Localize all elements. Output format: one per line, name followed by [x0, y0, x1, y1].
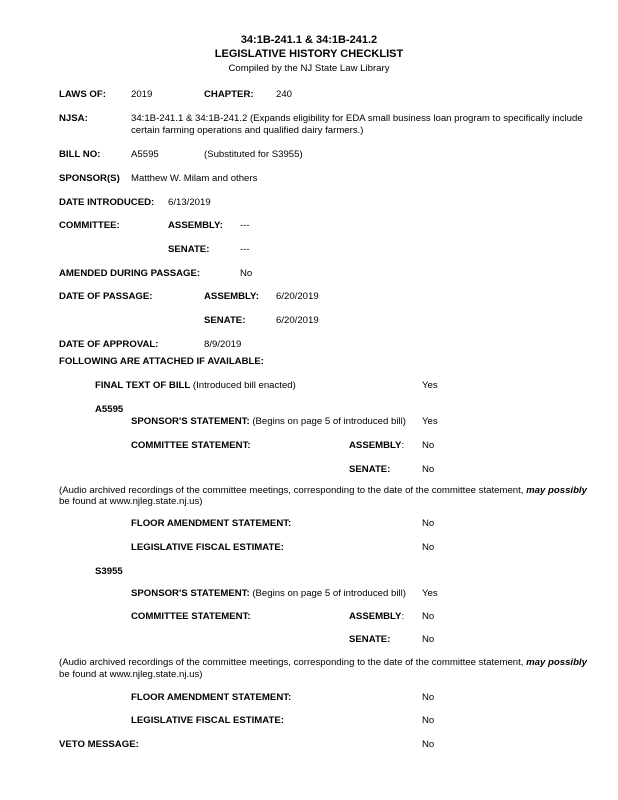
laws-of-label: LAWS OF: [59, 89, 106, 100]
s3955-assembly-colon: : [401, 611, 405, 622]
amended-label: AMENDED DURING PASSAGE: [59, 268, 201, 279]
chapter-value: 240 [276, 89, 293, 100]
compiled-by: Compiled by the NJ State Law Library [228, 63, 390, 74]
date-of-approval-label: DATE OF APPROVAL: [59, 339, 159, 350]
s3955-sponsor-stmt-value: Yes [422, 588, 438, 599]
committee-senate-label: SENATE: [168, 244, 210, 255]
laws-of-value: 2019 [131, 89, 153, 100]
a5595-assembly-colon: : [401, 440, 405, 451]
njsa-value-line1: 34:1B-241.1 & 34:1B-241.2 (Expands eligibility for EDA small business loan program to specifically include [131, 113, 583, 124]
document-title: 34:1B-241.1 & 34:1B-241.2 [240, 34, 378, 46]
committee-label: COMMITTEE: [59, 220, 120, 231]
s3955-fiscal-label: LEGISLATIVE FISCAL ESTIMATE: [131, 715, 284, 726]
s3955-fiscal-value: No [422, 715, 435, 726]
a5595-floor-value: No [422, 518, 435, 529]
s3955-bill-label: S3955 [95, 566, 123, 577]
s3955-senate-label: SENATE: [349, 634, 391, 645]
final-text-note: (Introduced bill enacted) [190, 380, 296, 391]
a5595-sponsor-stmt-value: Yes [422, 416, 438, 427]
a5595-floor-label: FLOOR AMENDMENT STATEMENT: [131, 518, 292, 529]
date-introduced-label: DATE INTRODUCED: [59, 197, 155, 208]
passage-senate-label: SENATE: [204, 315, 246, 326]
document-subtitle: LEGISLATIVE HISTORY CHECKLIST [214, 48, 404, 60]
s3955-sponsor-stmt-row [131, 588, 406, 600]
a5595-bill-label: A5595 [95, 404, 124, 415]
chapter-label: CHAPTER: [204, 89, 254, 100]
committee-senate-value: --- [240, 244, 250, 255]
final-text-value: Yes [422, 380, 438, 391]
date-introduced-value: 6/13/2019 [168, 197, 211, 208]
a5595-sponsor-stmt-label: SPONSOR'S STATEMENT: [131, 416, 250, 427]
njsa-value-line2: certain farming operations and qualified dairy farmers.) [131, 125, 364, 136]
a5595-audio-note-line2: be found at www.njleg.state.nj.us) [59, 496, 203, 507]
veto-value: No [422, 739, 435, 750]
bill-no-note: (Substituted for S3955) [204, 149, 303, 160]
s3955-audio-note-line1 [59, 657, 587, 669]
a5595-committee-stmt-label: COMMITTEE STATEMENT: [131, 440, 251, 451]
s3955-assembly-label: ASSEMBLY [349, 611, 402, 622]
final-text-label: FINAL TEXT OF BILL [95, 380, 191, 391]
sponsor-label: SPONSOR(S) [59, 173, 120, 184]
a5595-fiscal-label: LEGISLATIVE FISCAL ESTIMATE: [131, 542, 284, 553]
s3955-sponsor-stmt-label: SPONSOR'S STATEMENT: [131, 588, 250, 599]
s3955-sponsor-stmt-note: (Begins on page 5 of introduced bill) [249, 588, 406, 599]
committee-assembly-label: ASSEMBLY: [168, 220, 223, 231]
s3955-assembly-value: No [422, 611, 435, 622]
a5595-senate-value: No [422, 464, 435, 475]
a5595-sponsor-stmt-note: (Begins on page 5 of introduced bill) [249, 416, 406, 427]
passage-senate-value: 6/20/2019 [276, 315, 319, 326]
a5595-assembly-value: No [422, 440, 435, 451]
s3955-senate-value: No [422, 634, 435, 645]
s3955-committee-stmt-label: COMMITTEE STATEMENT: [131, 611, 251, 622]
a5595-senate-label: SENATE: [349, 464, 391, 475]
a5595-sponsor-stmt-row [131, 416, 406, 428]
amended-value: No [240, 268, 253, 279]
committee-assembly-value: --- [240, 220, 250, 231]
passage-assembly-value: 6/20/2019 [276, 291, 319, 302]
bill-no-label: BILL NO: [59, 149, 101, 160]
passage-assembly-label: ASSEMBLY: [204, 291, 259, 302]
final-text-row [95, 380, 296, 392]
s3955-audio-note-line2: be found at www.njleg.state.nj.us) [59, 669, 203, 680]
sponsor-value: Matthew W. Milam and others [131, 173, 258, 184]
s3955-assembly-row [349, 611, 404, 623]
a5595-fiscal-value: No [422, 542, 435, 553]
s3955-audio-text: (Audio archived recordings of the committee meetings, corresponding to the date of the committee statement, [59, 657, 527, 668]
s3955-floor-label: FLOOR AMENDMENT STATEMENT: [131, 692, 292, 703]
a5595-assembly-row [349, 440, 404, 452]
a5595-assembly-label: ASSEMBLY [349, 440, 402, 451]
njsa-label: NJSA: [59, 113, 88, 124]
date-of-approval-value: 8/9/2019 [204, 339, 242, 350]
a5595-audio-text: (Audio archived recordings of the committee meetings, corresponding to the date of the committee statement, [59, 485, 527, 496]
s3955-floor-value: No [422, 692, 435, 703]
bill-no-value: A5595 [131, 149, 159, 160]
s3955-audio-emphasis: may possibly [526, 657, 587, 668]
a5595-audio-emphasis: may possibly [526, 485, 587, 496]
attached-heading: FOLLOWING ARE ATTACHED IF AVAILABLE: [59, 356, 264, 367]
veto-label: VETO MESSAGE: [59, 739, 139, 750]
date-of-passage-label: DATE OF PASSAGE: [59, 291, 153, 302]
